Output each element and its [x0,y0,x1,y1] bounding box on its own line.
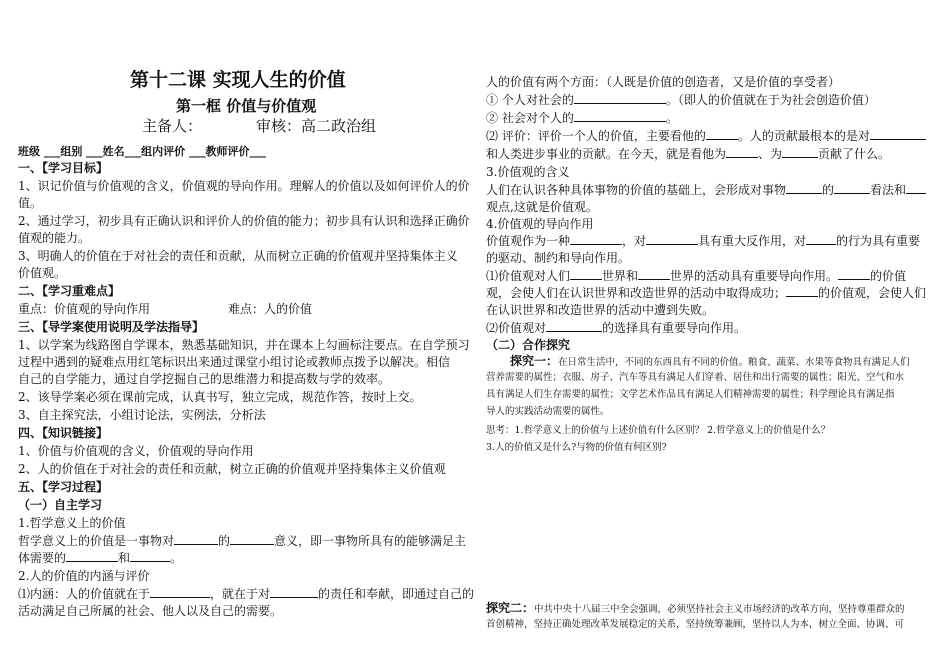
blank-10[interactable] [870,128,926,140]
heading-self-study: （一）自主学习 [18,498,103,512]
inquiry-1-question-2: 3.人的价值又是什么?与物的价值有何区别? [486,442,667,453]
guidance-line-1: 价值观作为一种 ，对 具有重大反作用，对 的行为具有重要 [486,234,921,248]
guidance-point-1-line-3: 在认识世界和改造世界的活动中遭到失败。 [486,303,715,317]
blank-3[interactable] [66,550,118,562]
value-view-line-1: 人们在认识各种具体事物的价值的基础上，会形成对事物 的 看法和 [486,182,926,198]
aspect-2: ② 社会对个人的 。 [486,111,678,125]
instruction-1-line-3: 自己的自学能力，通过自学挖掘自己的思维潜力和提高数与学的效率。 [18,372,391,386]
blank-1[interactable] [174,533,218,545]
heading-key-points: 二、【学习重难点】 [18,284,121,298]
blank-9[interactable] [706,128,738,140]
fill-value-definition-line-2: 体需要的 和 。 [18,551,183,565]
inquiry-1-line-2: 营养需要的属性；衣服、房子、汽车等具有满足人们穿着、居住和出行需要的属性；阳光、空气和水 [486,372,905,383]
blank-8[interactable] [574,110,666,122]
goal-3-line-2: 价值观。 [18,266,67,280]
fill-connotation-line-1: ⑴内涵：人的价值就在于 ，就在于对 的责任和奉献，即通过自己的 [18,587,475,601]
key-point: 重点：价值观的导向作用 [18,302,151,316]
blank-5[interactable] [150,586,210,598]
guidance-point-1-line-1: ⑴价值观对人们 世界和 世界的活动具有重要导向作用。 的价值 [486,269,907,283]
goal-1-line-2: 值。 [18,196,43,210]
item-value-view-guidance: 4.价值观的导向作用 [486,217,594,231]
instruction-2: 2、该导学案必须在课前完成，认真书写，独立完成，规范作答，按时上交。 [18,390,422,404]
blank-2[interactable] [230,533,274,545]
item-human-value: 2.人的价值的内涵与评价 [18,569,150,583]
knowledge-link-2: 2、人的价值在于对社会的责任和贡献，树立正确的价值观并坚持集体主义价值观 [18,462,446,476]
value-view-line-2: 观点,这就是价值观。 [486,200,598,214]
fill-connotation-line-2: 活动满足自己所属的社会、他人以及自己的需要。 [18,604,283,618]
blank-13[interactable] [786,182,822,194]
item-philosophical-value: 1.哲学意义上的价值 [18,516,126,530]
blank-20[interactable] [638,268,670,280]
evaluation-line-2: 和人类进步事业的贡献。在今天，就是看他为 、为 贡献了什么。 [486,147,891,161]
instruction-1-line-1: 1、以学案为线路图自学课本，熟悉基础知识，并在课本上勾画标注要点。在自学预习 [18,338,470,352]
heading-instructions: 三、【导学案使用说明及学法指导】 [18,320,205,334]
guidance-point-2: ⑵价值观对 的选择具有重要导向作用。 [486,321,747,335]
reviewer-label: 审核：高二政治组 [256,117,377,135]
blank-7[interactable] [574,92,666,104]
preparer-label: 主备人： [142,117,203,135]
evaluation-line-1: ⑵ 评价：评价一个人的价值，主要看他的 。人的贡献最根本的是对 [486,128,926,144]
blank-18[interactable] [806,233,836,245]
guidance-point-1-line-2: 观，会使人们在认识世界和改造世界的活动中取得成功； 的价值观，会使人们 [486,286,927,300]
blank-17[interactable] [646,233,698,245]
fill-value-definition-line-1: 哲学意义上的价值是一事物对 的 意义，即一事物所具有的能够满足主 [18,534,467,548]
heading-learning-process: 五、【学习过程】 [18,480,109,494]
instruction-1-line-2: 过程中遇到的疑难点用红笔标识出来通过课堂小组讨论或教师点拨予以解决。相信 [18,355,451,369]
student-info-line: 班级 ___组别 ___姓名___组内评价 ___教师评价___ [18,145,266,158]
inquiry-1-line-3: 具有满足人们生存需要的属性；文学艺术作品具有满足人们精神需要的属性；科学理论具有满足指 [486,389,895,400]
section-subtitle: 第一框 价值与价值观 [176,97,317,115]
heading-cooperative-inquiry: （二）合作探究 [486,338,571,352]
heading-learning-goals: 一、【学习目标】 [18,161,109,175]
goal-1-line-1: 1、识记价值与价值观的含义，价值观的导向作用。理解人的价值以及如何评价人的价 [18,179,470,193]
blank-21[interactable] [838,268,870,280]
blank-19[interactable] [570,268,602,280]
inquiry-2-line-2: 首创精神，坚持正确处理改革发展稳定的关系，坚持统筹兼顾，坚持以人为本，树立全面、协调、可 [486,619,905,630]
two-aspects-line: 人的价值有两个方面：（人既是价值的创造者，又是价值的享受者） [486,75,841,89]
blank-22[interactable] [786,285,818,297]
item-value-view-meaning: 3.价值观的含义 [486,165,570,179]
goal-2-line-2: 值观的能力。 [18,231,91,245]
goal-2-line-1: 2、通过学习，初步具有正确认识和评价人的价值的能力；初步具有认识和选择正确价 [18,214,470,228]
goal-3-line-1: 3、明确人的价值在于对社会的责任和贡献，从而树立正确的价值观并坚持集体主义 [18,249,458,263]
heading-knowledge-links: 四、【知识链接】 [18,426,109,440]
blank-6[interactable] [270,586,318,598]
aspect-1: ① 个人对社会的 。（即人的价值就在于为社会创造价值） [486,93,876,107]
blank-16[interactable] [570,233,622,245]
blank-14[interactable] [834,182,870,194]
inquiry-2-line-1: 探究二：中共中央十八届三中全会强调，必须坚持社会主义市场经济的改革方向，坚持尊重群众的 [486,601,905,615]
blank-23[interactable] [546,320,602,332]
inquiry-1-line-1: 探究一：在日常生活中，不同的东西具有不同的价值。粮食、蔬菜、水果等食物具有满足人们 [510,354,910,368]
blank-4[interactable] [130,550,170,562]
knowledge-link-1: 1、价值与价值观的含义，价值观的导向作用 [18,444,254,458]
guidance-line-2: 的驱动、制约和导向作用。 [486,251,631,265]
inquiry-1-line-4: 导人的实践活动需要的属性。 [486,406,610,417]
inquiry-1-question-1: 思考：1.哲学意义上的价值与上述价值有什么区别？ 2.哲学意义上的价值是什么？ [486,425,831,436]
difficult-point: 难点：人的价值 [228,302,313,316]
blank-15[interactable] [906,182,926,194]
instruction-3: 3、自主探究法，小组讨论法，实例法，分析法 [18,408,266,422]
lesson-title: 第十二课 实现人生的价值 [130,69,346,91]
blank-11[interactable] [726,146,758,158]
blank-12[interactable] [782,146,818,158]
